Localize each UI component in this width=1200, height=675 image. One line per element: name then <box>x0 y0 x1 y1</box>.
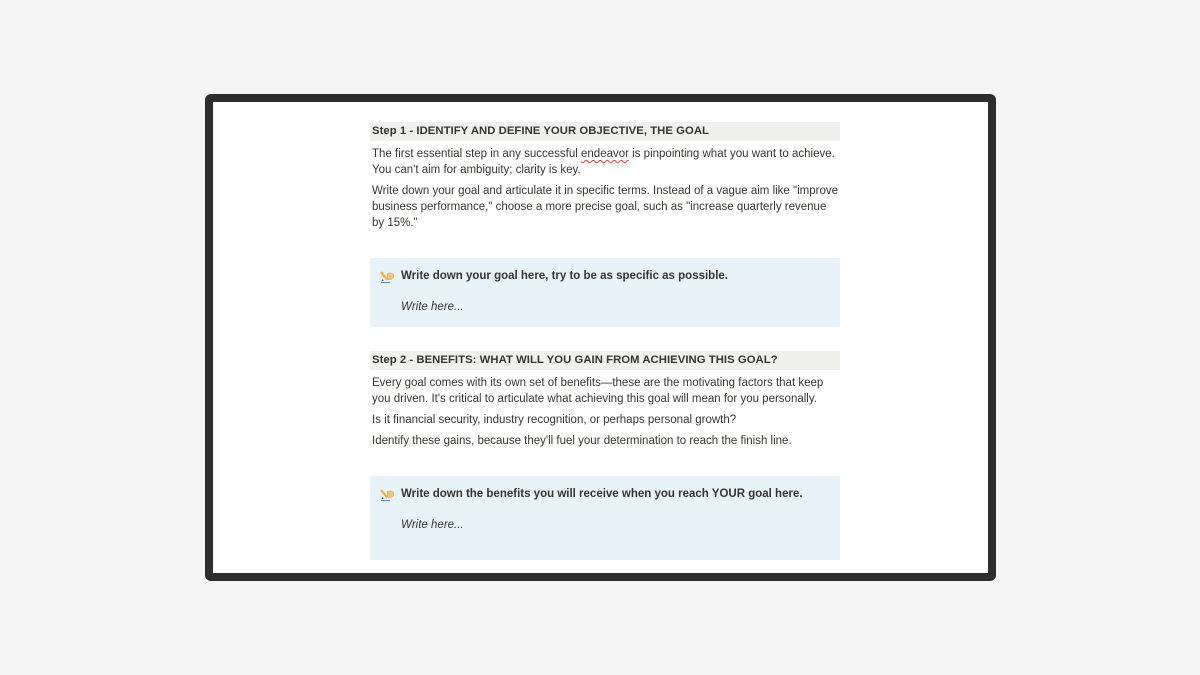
step2-paragraph-1: Every goal comes with its own set of benefits—these are the motivating factors that keep you driven. It's critical to articulate what achieving this goal will mean for you personally. <box>372 377 824 405</box>
writing-hand-icon <box>380 486 396 502</box>
benefits-callout-prompt: Write down the benefits you will receive when you reach YOUR goal here. <box>401 488 803 500</box>
goal-callout[interactable] <box>370 258 840 327</box>
writing-hand-icon <box>380 268 396 284</box>
step1-paragraph-1: The first essential step in any successful endeavor is pinpointing what you want to achieve. You can't aim for ambiguity; clarity is key. <box>372 148 835 176</box>
step2-paragraph-2: Is it financial security, industry recognition, or perhaps personal growth? <box>372 414 737 426</box>
benefits-input-placeholder[interactable]: Write here... <box>401 519 464 531</box>
goal-input-placeholder[interactable]: Write here... <box>401 301 464 313</box>
document-page <box>370 122 840 560</box>
step1-paragraph-2: Write down your goal and articulate it in specific terms. Instead of a vague aim like "improve business performance," choose a more precise goal, such as "increase quarterly revenue by 15%." <box>372 185 839 229</box>
device-frame <box>205 94 996 581</box>
benefits-callout[interactable] <box>370 476 840 560</box>
step1-heading: Step 1 - IDENTIFY AND DEFINE YOUR OBJECTIVE, THE GOAL <box>370 122 840 141</box>
step2-paragraph-3: Identify these gains, because they'll fuel your determination to reach the finish line. <box>372 435 792 447</box>
goal-callout-prompt: Write down your goal here, try to be as specific as possible. <box>401 270 728 282</box>
misspelled-word[interactable]: endeavor <box>581 148 629 160</box>
step2-heading: Step 2 - BENEFITS: WHAT WILL YOU GAIN FROM ACHIEVING THIS GOAL? <box>370 351 840 370</box>
